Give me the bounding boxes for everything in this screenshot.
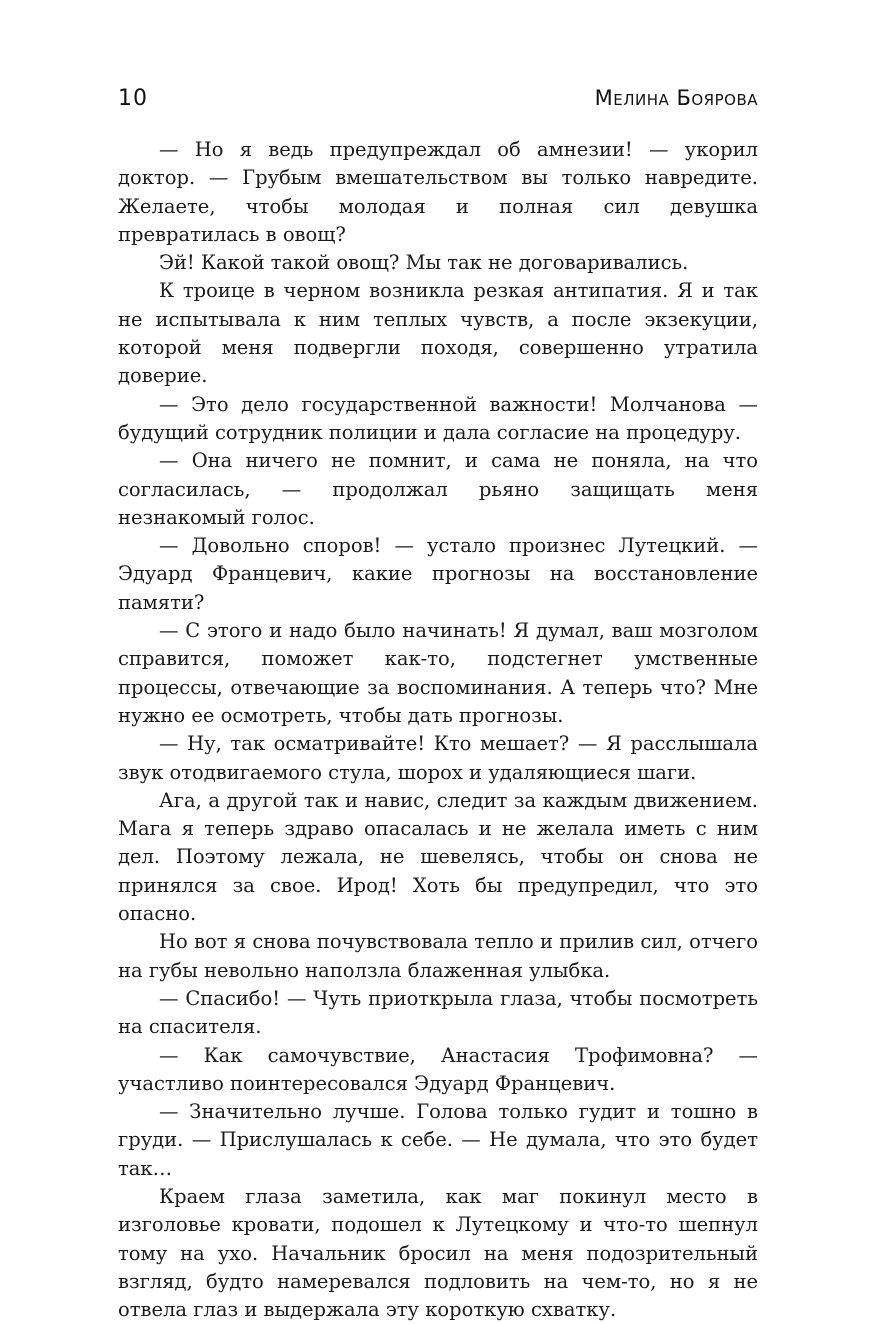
paragraph: — Спасибо! — Чуть приоткрыла глаза, чтобы посмотреть на спасителя. <box>118 986 758 1039</box>
paragraph: — Довольно споров! — устало произнес Лутецкий. — Эдуард Францевич, какие прогнозы на восстановление памяти? <box>118 534 758 614</box>
paragraph: — Но я ведь предупреждал об амнезии! — укорил доктор. — Грубым вмешательством вы только навредите. Желаете, чтобы молодая и полная сил девушка превратилась в овощ? <box>118 138 758 246</box>
paragraph: — Ну, так осматривайте! Кто мешает? — Я расслышала звук отодвигаемого стула, шорох и удаляющиеся шаги. <box>118 732 758 784</box>
paragraph: — Как самочувствие, Анастасия Трофимовна? — участливо поинтересовался Эдуард Францевич. <box>118 1043 758 1095</box>
paragraph: — С этого и надо было начинать! Я думал, ваш мозголом справится, поможет как-то, подстегнет умственные процессы, отвечающие за воспоминания. А теперь что? Мне нужно ее осмотреть, чтобы дать прогнозы. <box>118 619 758 727</box>
paragraph: — Она ничего не помнит, и сама не поняла, на что согласилась, — продолжал рьяно защищать меня незнакомый голос. <box>118 449 758 529</box>
paragraph: Эй! Какой такой овощ? Мы так не договаривались. <box>159 251 689 275</box>
page-header <box>118 86 758 116</box>
paragraph: К троице в черном возникла резкая антипатия. Я и так не испытывала к ним теплых чувств, а после экзекуции, которой меня подвергли походя, совершенно утратила доверие. <box>118 279 758 388</box>
paragraph: — Значительно лучше. Голова только гудит и тошно в груди. — Прислушалась к себе. — Не думала, что это будет так… <box>118 1100 758 1180</box>
running-head-author: Мелина Боярова <box>594 86 758 110</box>
body-text <box>118 136 758 1324</box>
paragraph: Но вот я снова почувствовала тепло и прилив сил, отчего на губы невольно наползла блаженная улыбка. <box>118 930 758 982</box>
paragraph: Краем глаза заметила, как маг покинул место в изголовье кровати, подошел к Лутецкому и что-то шепнул тому на ухо. Начальник бросил на меня подозрительный взгляд, будто намеревался подловить на чем-то, но я не отвела глаз и выдержала эту короткую схватку. <box>118 1184 758 1322</box>
paragraph: — Это дело государственной важности! Молчанова — будущий сотрудник полиции и дала согласие на процедуру. <box>118 392 758 444</box>
page-number: 10 <box>118 86 148 111</box>
paragraph: Ага, а другой так и навис, следит за каждым движением. Мага я теперь здраво опасалась и не желала иметь с ним дел. Поэтому лежала, не шевелясь, чтобы он снова не принялся за свое. Ирод! Хоть бы предупредил, что это опасно. <box>118 788 758 926</box>
